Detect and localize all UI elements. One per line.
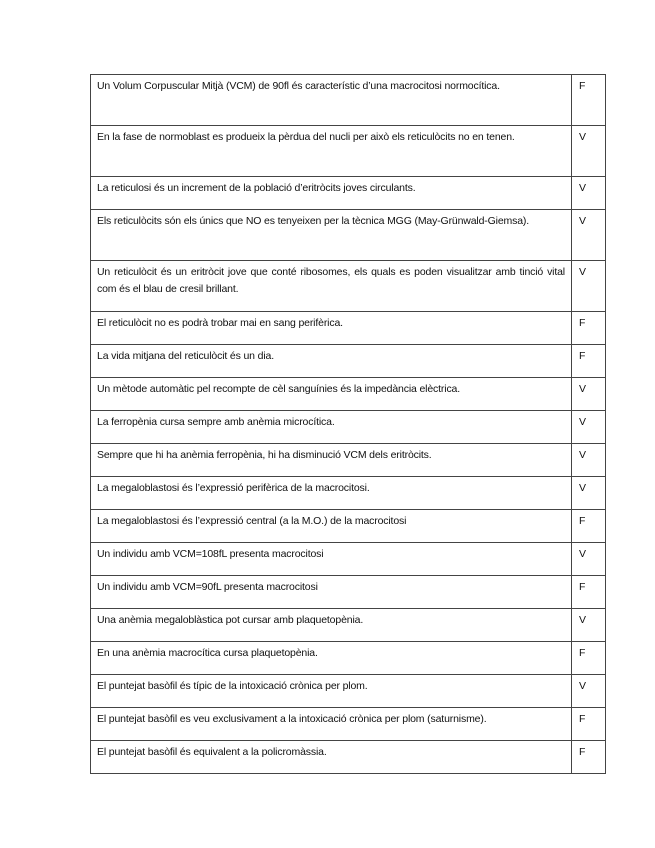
table-row [91,210,606,261]
answer-cell: V [572,411,606,444]
answer-cell: V [572,378,606,411]
answer-cell: F [572,642,606,675]
statement-cell: Sempre que hi ha anèmia ferropènia, hi ha disminució VCM dels eritròcits. [91,444,572,477]
statement-cell: Un individu amb VCM=90fL presenta macrocitosi [91,576,572,609]
table-row [91,675,606,708]
statement-cell: Una anèmia megaloblàstica pot cursar amb plaquetopènia. [91,609,572,642]
answer-cell: V [572,177,606,210]
table-row [91,345,606,378]
statement-cell: El puntejat basòfil és típic de la intoxicació crònica per plom. [91,675,572,708]
table-row [91,609,606,642]
answer-cell: V [572,609,606,642]
table-row [91,477,606,510]
table-row [91,126,606,177]
statement-cell: La reticulosi és un increment de la població d’eritròcits joves circulants. [91,177,572,210]
answer-cell: F [572,510,606,543]
table-row [91,543,606,576]
table-row [91,75,606,126]
table-row [91,177,606,210]
table-row [91,312,606,345]
statement-cell: Un individu amb VCM=108fL presenta macrocitosi [91,543,572,576]
table-row [91,444,606,477]
answer-cell: V [572,543,606,576]
statement-cell: Un mètode automàtic pel recompte de cèl sanguínies és la impedància elèctrica. [91,378,572,411]
table-row [91,576,606,609]
statement-cell: En una anèmia macrocítica cursa plaquetopènia. [91,642,572,675]
table-row [91,708,606,741]
answer-cell: V [572,675,606,708]
statement-cell: Un Volum Corpuscular Mitjà (VCM) de 90fl és característic d’una macrocitosi normocítica. [91,75,572,126]
statement-cell: El puntejat basòfil es veu exclusivament a la intoxicació crònica per plom (saturnisme). [91,708,572,741]
statement-cell: La megaloblastosi és l’expressió central (a la M.O.) de la macrocitosi [91,510,572,543]
statement-cell: La megaloblastosi és l’expressió perifèrica de la macrocitosi. [91,477,572,510]
statement-cell: El reticulòcit no es podrà trobar mai en sang perifèrica. [91,312,572,345]
statement-cell: El puntejat basòfil és equivalent a la policromàssia. [91,741,572,774]
answer-cell: F [572,75,606,126]
answer-cell: V [572,261,606,312]
table-row [91,741,606,774]
table-row [91,642,606,675]
answer-cell: F [572,708,606,741]
true-false-table [90,74,606,774]
answer-cell: F [572,312,606,345]
answer-cell: V [572,126,606,177]
answer-cell: F [572,741,606,774]
table-row [91,378,606,411]
table-row [91,411,606,444]
answer-cell: V [572,477,606,510]
statement-cell: Un reticulòcit és un eritròcit jove que conté ribosomes, els quals es poden visualitzar amb tinció vital com és el blau de cresil brillant. [91,261,572,312]
statement-cell: La vida mitjana del reticulòcit és un dia. [91,345,572,378]
answer-cell: F [572,576,606,609]
statement-cell: La ferropènia cursa sempre amb anèmia microcítica. [91,411,572,444]
table-row [91,261,606,312]
table-row [91,510,606,543]
answer-cell: V [572,444,606,477]
answer-cell: F [572,345,606,378]
statement-cell: Els reticulòcits són els únics que NO es tenyeixen per la tècnica MGG (May-Grünwald-Giemsa). [91,210,572,261]
statement-cell: En la fase de normoblast es produeix la pèrdua del nucli per això els reticulòcits no en tenen. [91,126,572,177]
answer-cell: V [572,210,606,261]
